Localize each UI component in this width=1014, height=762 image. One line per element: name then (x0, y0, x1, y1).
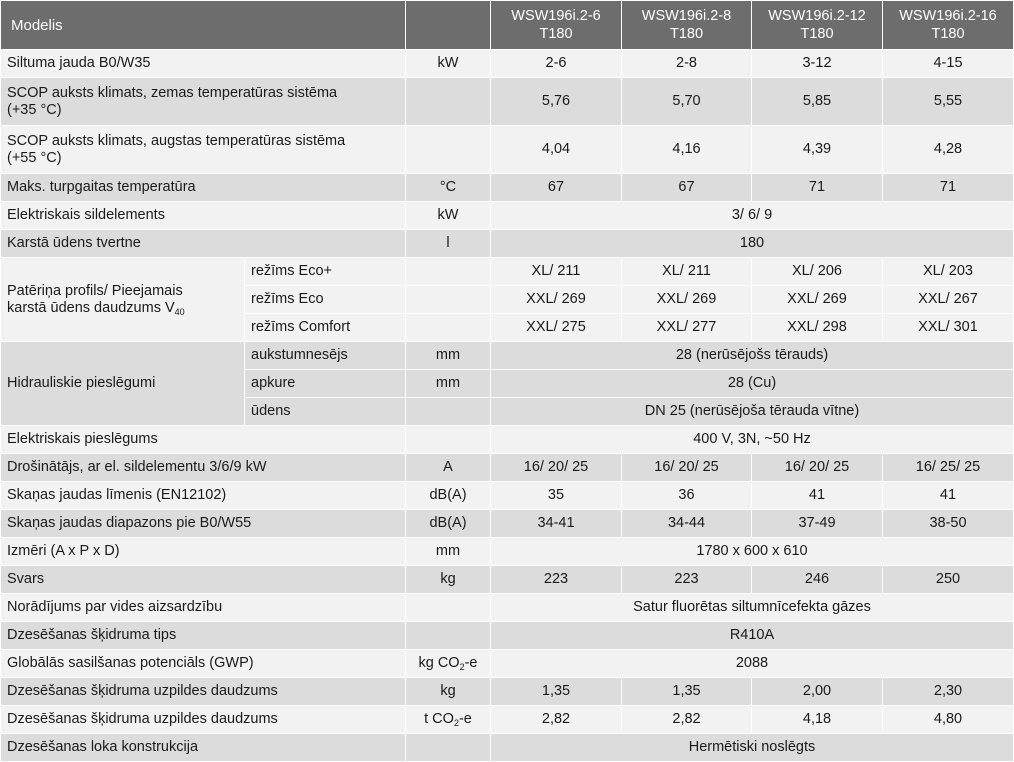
unit-text: kg CO (418, 655, 460, 671)
value-cell: XXL/ 275 (491, 314, 622, 342)
model-variant: T180 (931, 26, 965, 42)
value-cell: Hermētiski noslēgts (491, 734, 1014, 762)
row-label: Karstā ūdens tvertne (1, 230, 406, 258)
row-label: Globālās sasilšanas potenciāls (GWP) (1, 650, 406, 678)
sub-label: režīms Eco (245, 286, 406, 314)
value-cell: 3/ 6/ 9 (491, 202, 1014, 230)
sub-label: režīms Eco+ (245, 258, 406, 286)
value-cell: 28 (nerūsējošs tērauds) (491, 342, 1014, 370)
table-row (1, 426, 1014, 454)
row-label: Hidrauliskie pieslēgumi (1, 342, 245, 426)
value-cell: 4,18 (752, 706, 883, 734)
value-cell: 2,30 (883, 678, 1014, 706)
row-unit: mm (406, 538, 491, 566)
value-cell: XL/ 206 (752, 258, 883, 286)
value-cell: 4-15 (883, 50, 1014, 78)
row-label-text: karstā ūdens daudzums V (7, 299, 175, 316)
value-cell: 4,16 (622, 126, 752, 174)
model-name: WSW196i.2-8 (641, 8, 732, 24)
row-label: Elektriskais sildelements (1, 202, 406, 230)
table-row (1, 650, 1014, 678)
value-cell: 3-12 (752, 50, 883, 78)
row-unit: mm (406, 342, 491, 370)
value-cell: 5,85 (752, 78, 883, 126)
value-cell: 1,35 (491, 678, 622, 706)
value-cell: 2-8 (622, 50, 752, 78)
model-variant: T180 (800, 26, 834, 42)
value-cell: XXL/ 269 (752, 286, 883, 314)
value-cell: 2,82 (491, 706, 622, 734)
row-label-line: (+35 °C) (7, 101, 62, 118)
value-cell: 4,39 (752, 126, 883, 174)
value-cell: 41 (883, 482, 1014, 510)
row-unit: mm (406, 370, 491, 398)
table-row (1, 342, 1014, 370)
value-cell: 16/ 20/ 25 (752, 454, 883, 482)
value-cell: 34-41 (491, 510, 622, 538)
row-label: Drošinātājs, ar el. sildelementu 3/6/9 kW (1, 454, 406, 482)
header-model-label: Modelis (1, 1, 406, 50)
value-cell: 2088 (491, 650, 1014, 678)
value-cell: 5,55 (883, 78, 1014, 126)
value-cell: 38-50 (883, 510, 1014, 538)
row-label: Svars (1, 566, 406, 594)
subscript: 2 (459, 662, 465, 672)
value-cell: XXL/ 269 (491, 286, 622, 314)
table-row (1, 230, 1014, 258)
row-unit (406, 594, 491, 622)
value-cell: 246 (752, 566, 883, 594)
table-row (1, 734, 1014, 762)
header-model (883, 1, 1014, 50)
model-variant: T180 (669, 26, 704, 42)
model-name: WSW196i.2-12 (768, 8, 866, 24)
row-label (1, 78, 406, 126)
row-unit (406, 258, 491, 286)
row-unit (406, 426, 491, 454)
value-cell: 34-44 (622, 510, 752, 538)
row-unit (406, 286, 491, 314)
value-cell: 2,82 (622, 706, 752, 734)
subscript: 40 (174, 306, 185, 317)
table-row (1, 538, 1014, 566)
value-cell: 5,76 (491, 78, 622, 126)
table-row (1, 50, 1014, 78)
unit-text: t CO (424, 711, 454, 727)
value-cell: 16/ 25/ 25 (883, 454, 1014, 482)
row-unit: °C (406, 174, 491, 202)
row-unit: dB(A) (406, 510, 491, 538)
row-label: Skaņas jaudas diapazons pie B0/W55 (1, 510, 406, 538)
row-unit: dB(A) (406, 482, 491, 510)
table-row (1, 594, 1014, 622)
value-cell: XXL/ 269 (622, 286, 752, 314)
row-label-line: (+55 °C) (7, 149, 62, 166)
model-name: WSW196i.2-16 (899, 8, 997, 24)
row-unit (406, 622, 491, 650)
subscript: 2 (453, 718, 459, 728)
model-name: WSW196i.2-6 (511, 8, 601, 24)
value-cell: 250 (883, 566, 1014, 594)
value-cell: XXL/ 298 (752, 314, 883, 342)
row-label: Dzesēšanas šķidruma uzpildes daudzums (1, 678, 406, 706)
value-cell: 223 (491, 566, 622, 594)
header-model (752, 1, 883, 50)
row-label: Siltuma jauda B0/W35 (1, 50, 406, 78)
value-cell: 4,04 (491, 126, 622, 174)
value-cell: 37-49 (752, 510, 883, 538)
value-cell: Satur fluorētas siltumnīcefekta gāzes (491, 594, 1014, 622)
row-label-line: SCOP auksts klimats, augstas temperatūras sistēma (7, 132, 346, 149)
model-variant: T180 (539, 26, 573, 42)
header-unit-cell (406, 1, 491, 50)
table-row (1, 622, 1014, 650)
row-label-line: Patēriņa profils/ Pieejamais (7, 282, 183, 299)
table-row (1, 566, 1014, 594)
table-row (1, 482, 1014, 510)
value-cell: DN 25 (nerūsējoša tērauda vītne) (491, 398, 1014, 426)
row-unit: A (406, 454, 491, 482)
value-cell: 71 (883, 174, 1014, 202)
row-label (1, 126, 406, 174)
value-cell: 28 (Cu) (491, 370, 1014, 398)
value-cell: XXL/ 267 (883, 286, 1014, 314)
row-label: Maks. turpgaitas temperatūra (1, 174, 406, 202)
value-cell: XL/ 211 (491, 258, 622, 286)
row-unit (406, 706, 491, 734)
row-label: Dzesēšanas šķidruma uzpildes daudzums (1, 706, 406, 734)
row-unit (406, 650, 491, 678)
value-cell: XL/ 211 (622, 258, 752, 286)
value-cell: 71 (752, 174, 883, 202)
sub-label: apkure (245, 370, 406, 398)
value-cell: 16/ 20/ 25 (622, 454, 752, 482)
table-row (1, 202, 1014, 230)
row-label: Izmēri (A x P x D) (1, 538, 406, 566)
row-label-line (7, 300, 238, 317)
table-row (1, 454, 1014, 482)
row-unit: kW (406, 50, 491, 78)
row-unit: kW (406, 202, 491, 230)
value-cell: XL/ 203 (883, 258, 1014, 286)
value-cell: 67 (622, 174, 752, 202)
value-cell: 41 (752, 482, 883, 510)
value-cell: 16/ 20/ 25 (491, 454, 622, 482)
value-cell: 2,00 (752, 678, 883, 706)
row-unit (406, 734, 491, 762)
value-cell: 180 (491, 230, 1014, 258)
row-label: Skaņas jaudas līmenis (EN12102) (1, 482, 406, 510)
unit-text: -e (458, 711, 472, 727)
row-unit (406, 126, 491, 174)
row-label (1, 258, 245, 342)
value-cell: 1780 x 600 x 610 (491, 538, 1014, 566)
value-cell: 35 (491, 482, 622, 510)
value-cell: 36 (622, 482, 752, 510)
row-label: Elektriskais pieslēgums (1, 426, 406, 454)
row-unit: kg (406, 678, 491, 706)
table-row (1, 174, 1014, 202)
row-unit (406, 398, 491, 426)
table-row (1, 706, 1014, 734)
value-cell: R410A (491, 622, 1014, 650)
value-cell: 1,35 (622, 678, 752, 706)
value-cell: 4,80 (883, 706, 1014, 734)
row-label-line: SCOP auksts klimats, zemas temperatūras sistēma (7, 84, 338, 101)
value-cell: 400 V, 3N, ~50 Hz (491, 426, 1014, 454)
row-label: Dzesēšanas loka konstrukcija (1, 734, 406, 762)
row-label: Norādījums par vides aizsardzību (1, 594, 406, 622)
header-model (622, 1, 752, 50)
header-row (1, 1, 1014, 50)
row-unit: kg (406, 566, 491, 594)
value-cell: 2-6 (491, 50, 622, 78)
table-row (1, 258, 1014, 286)
value-cell: XXL/ 277 (622, 314, 752, 342)
row-label: Dzesēšanas šķidruma tips (1, 622, 406, 650)
value-cell: XXL/ 301 (883, 314, 1014, 342)
unit-text: -e (464, 655, 478, 671)
table-row (1, 126, 1014, 174)
sub-label: aukstumnesējs (245, 342, 406, 370)
table-row (1, 510, 1014, 538)
header-model (491, 1, 622, 50)
value-cell: 223 (622, 566, 752, 594)
value-cell: 5,70 (622, 78, 752, 126)
table-row (1, 678, 1014, 706)
sub-label: ūdens (245, 398, 406, 426)
value-cell: 4,28 (883, 126, 1014, 174)
value-cell: 67 (491, 174, 622, 202)
row-unit: l (406, 230, 491, 258)
table-row (1, 78, 1014, 126)
row-unit (406, 314, 491, 342)
row-unit (406, 78, 491, 126)
sub-label: režīms Comfort (245, 314, 406, 342)
